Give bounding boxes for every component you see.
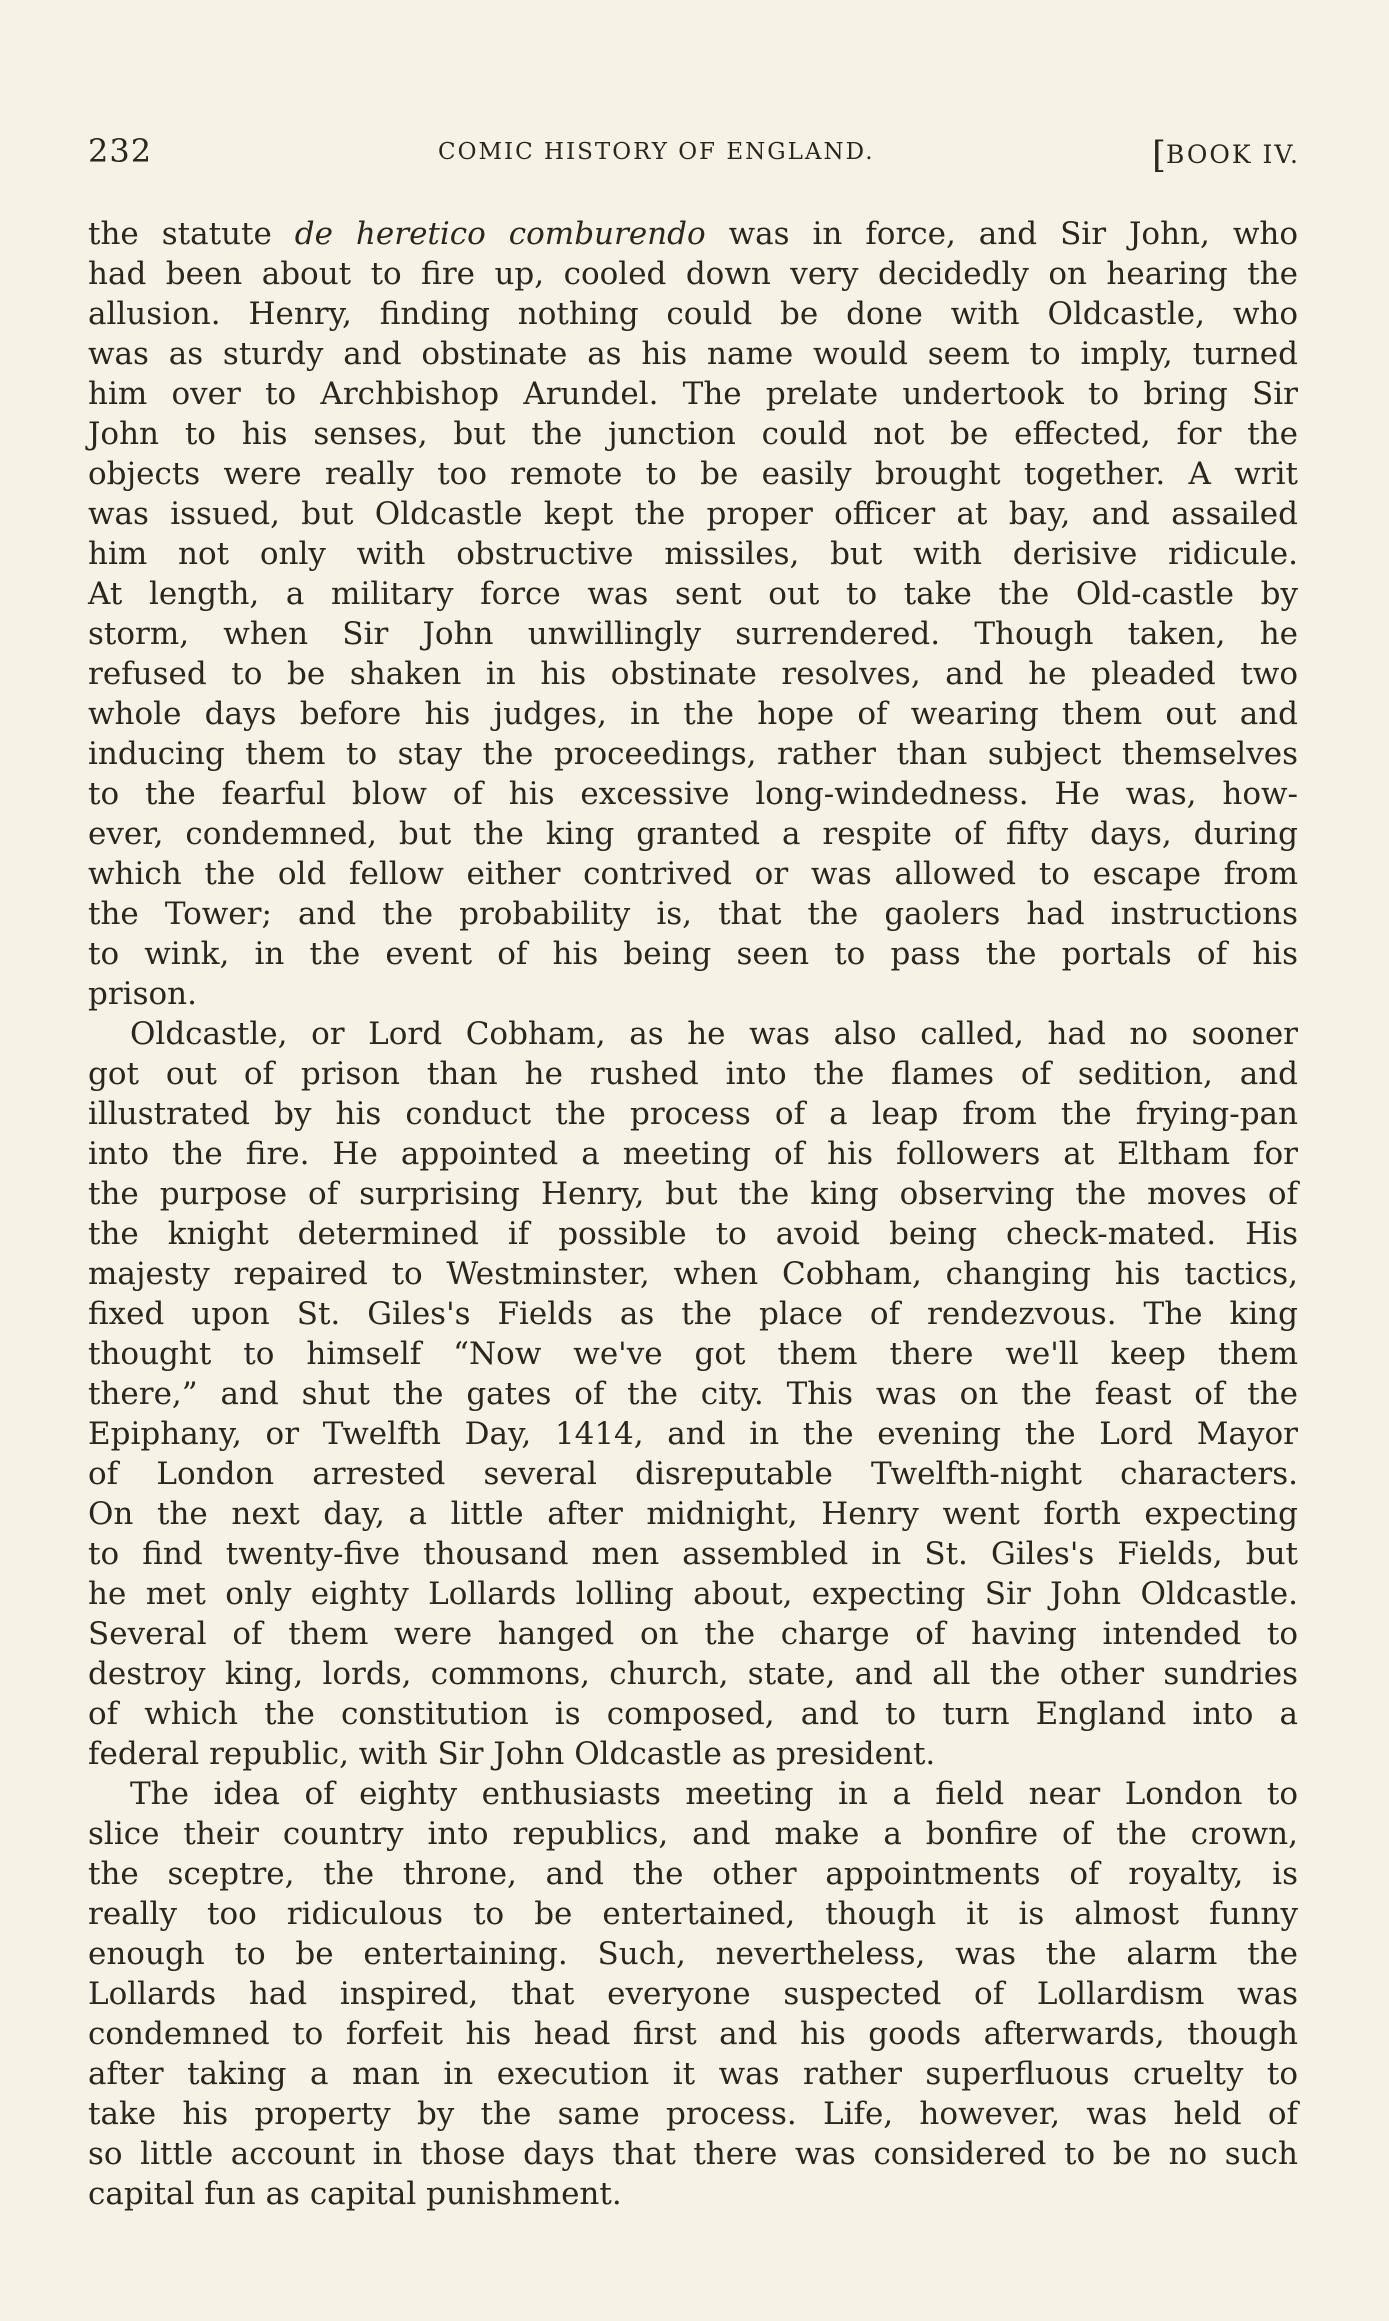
text-line: of London arrested several disreputable Twelfth-night characters. [88,1456,1298,1492]
paragraph-3 [88,1774,1298,2214]
text-line: illustrated by his conduct the process of a leap from the frying-pan [88,1096,1298,1132]
text-line: he met only eighty Lollards lolling about, expecting Sir John Oldcastle. [88,1576,1298,1612]
text-line: was as sturdy and obstinate as his name would seem to imply, turned [88,336,1298,372]
paragraph-2 [88,1014,1298,1774]
text-line: so little account in those days that there was considered to be no such [88,2136,1298,2172]
text-line: there,” and shut the gates of the city. This was on the feast of the [88,1376,1298,1412]
text-line: the Tower; and the probability is, that the gaolers had instructions [88,896,1298,932]
text-line: got out of prison than he rushed into the flames of sedition, and [88,1056,1298,1092]
text-line: slice their country into republics, and make a bonfire of the crown, [88,1816,1298,1852]
text-line: The idea of eighty enthusiasts meeting in a field near London to [130,1776,1298,1812]
text-line: really too ridiculous to be entertained, though it is almost funny [88,1896,1298,1932]
text-line: to the fearful blow of his excessive long-windedness. He was, how- [88,776,1298,812]
text-line: Lollards had inspired, that everyone suspected of Lollardism was [88,1976,1298,2012]
text-line: enough to be entertaining. Such, nevertheless, was the alarm the [88,1936,1298,1972]
text-line: had been about to fire up, cooled down very decidedly on hearing the [88,256,1298,292]
text-line: of which the constitution is composed, and to turn England into a [88,1696,1298,1732]
text-line: the sceptre, the throne, and the other appointments of royalty, is [88,1856,1298,1892]
text-line: refused to be shaken in his obstinate resolves, and he pleaded two [88,656,1298,692]
text-line: destroy king, lords, commons, church, state, and all the other sundries [88,1656,1298,1692]
text-line: him over to Archbishop Arundel. The prelate undertook to bring Sir [88,376,1298,412]
text-line: capital fun as capital punishment. [88,2176,622,2212]
text-line: ever, condemned, but the king granted a respite of fifty days, during [88,816,1298,852]
text-line: fixed upon St. Giles's Fields as the place of rendezvous. The king [88,1296,1298,1332]
text-line: thought to himself “Now we've got them there we'll keep them [88,1336,1298,1372]
text-line: to wink, in the event of his being seen to pass the portals of his [88,936,1298,972]
latin-phrase: de heretico comburendo [294,216,706,252]
text-line: to find twenty-five thousand men assembled in St. Giles's Fields, but [88,1536,1298,1572]
text-line: take his property by the same process. Life, however, was held of [88,2096,1298,2132]
text-line: him not only with obstructive missiles, but with derisive ridicule. [88,536,1298,572]
book-reference [1152,135,1300,176]
text-line: the purpose of surprising Henry, but the king observing the moves of [88,1176,1298,1212]
body-text [88,214,1298,2214]
text-line: whole days before his judges, in the hope of wearing them out and [88,696,1298,732]
text-line: was issued, but Oldcastle kept the proper officer at bay, and assailed [88,496,1298,532]
text-line: John to his senses, but the junction could not be effected, for the [88,416,1298,452]
text-line: Oldcastle, or Lord Cobham, as he was also called, had no sooner [130,1016,1298,1052]
text-line: the knight determined if possible to avoid being check-mated. His [88,1216,1298,1252]
page-number: 232 [88,132,153,170]
running-head [88,132,1306,176]
text-line: objects were really too remote to be easily brought together. A writ [88,456,1298,492]
text-line: Epiphany, or Twelfth Day, 1414, and in the evening the Lord Mayor [88,1416,1298,1452]
text-line: At length, a military force was sent out to take the Old-castle by [88,576,1298,612]
text-line: storm, when Sir John unwillingly surrendered. Though taken, he [88,616,1298,652]
paragraph-1 [88,214,1298,1014]
text-line: Several of them were hanged on the charge of having intended to [88,1616,1298,1652]
text-line: inducing them to stay the proceedings, rather than subject themselves [88,736,1298,772]
text-line: the statute de heretico comburendo was in force, and Sir John, who [88,216,1298,252]
text-line: after taking a man in execution it was rather superfluous cruelty to [88,2056,1298,2092]
book-bracket: [ [1151,135,1167,176]
text-line: prison. [88,976,197,1012]
running-title: COMIC HISTORY OF ENGLAND. [438,139,875,165]
text-line: allusion. Henry, finding nothing could be done with Oldcastle, who [88,296,1298,332]
text-line: federal republic, with Sir John Oldcastle as president. [88,1736,936,1772]
text-line: On the next day, a little after midnight, Henry went forth expecting [88,1496,1298,1532]
text-line: into the fire. He appointed a meeting of his followers at Eltham for [88,1136,1298,1172]
text-line: majesty repaired to Westminster, when Cobham, changing his tactics, [88,1256,1298,1292]
text-line: condemned to forfeit his head first and his goods afterwards, though [88,2016,1298,2052]
text-line: which the old fellow either contrived or was allowed to escape from [88,856,1298,892]
book-label: BOOK IV. [1166,140,1300,169]
